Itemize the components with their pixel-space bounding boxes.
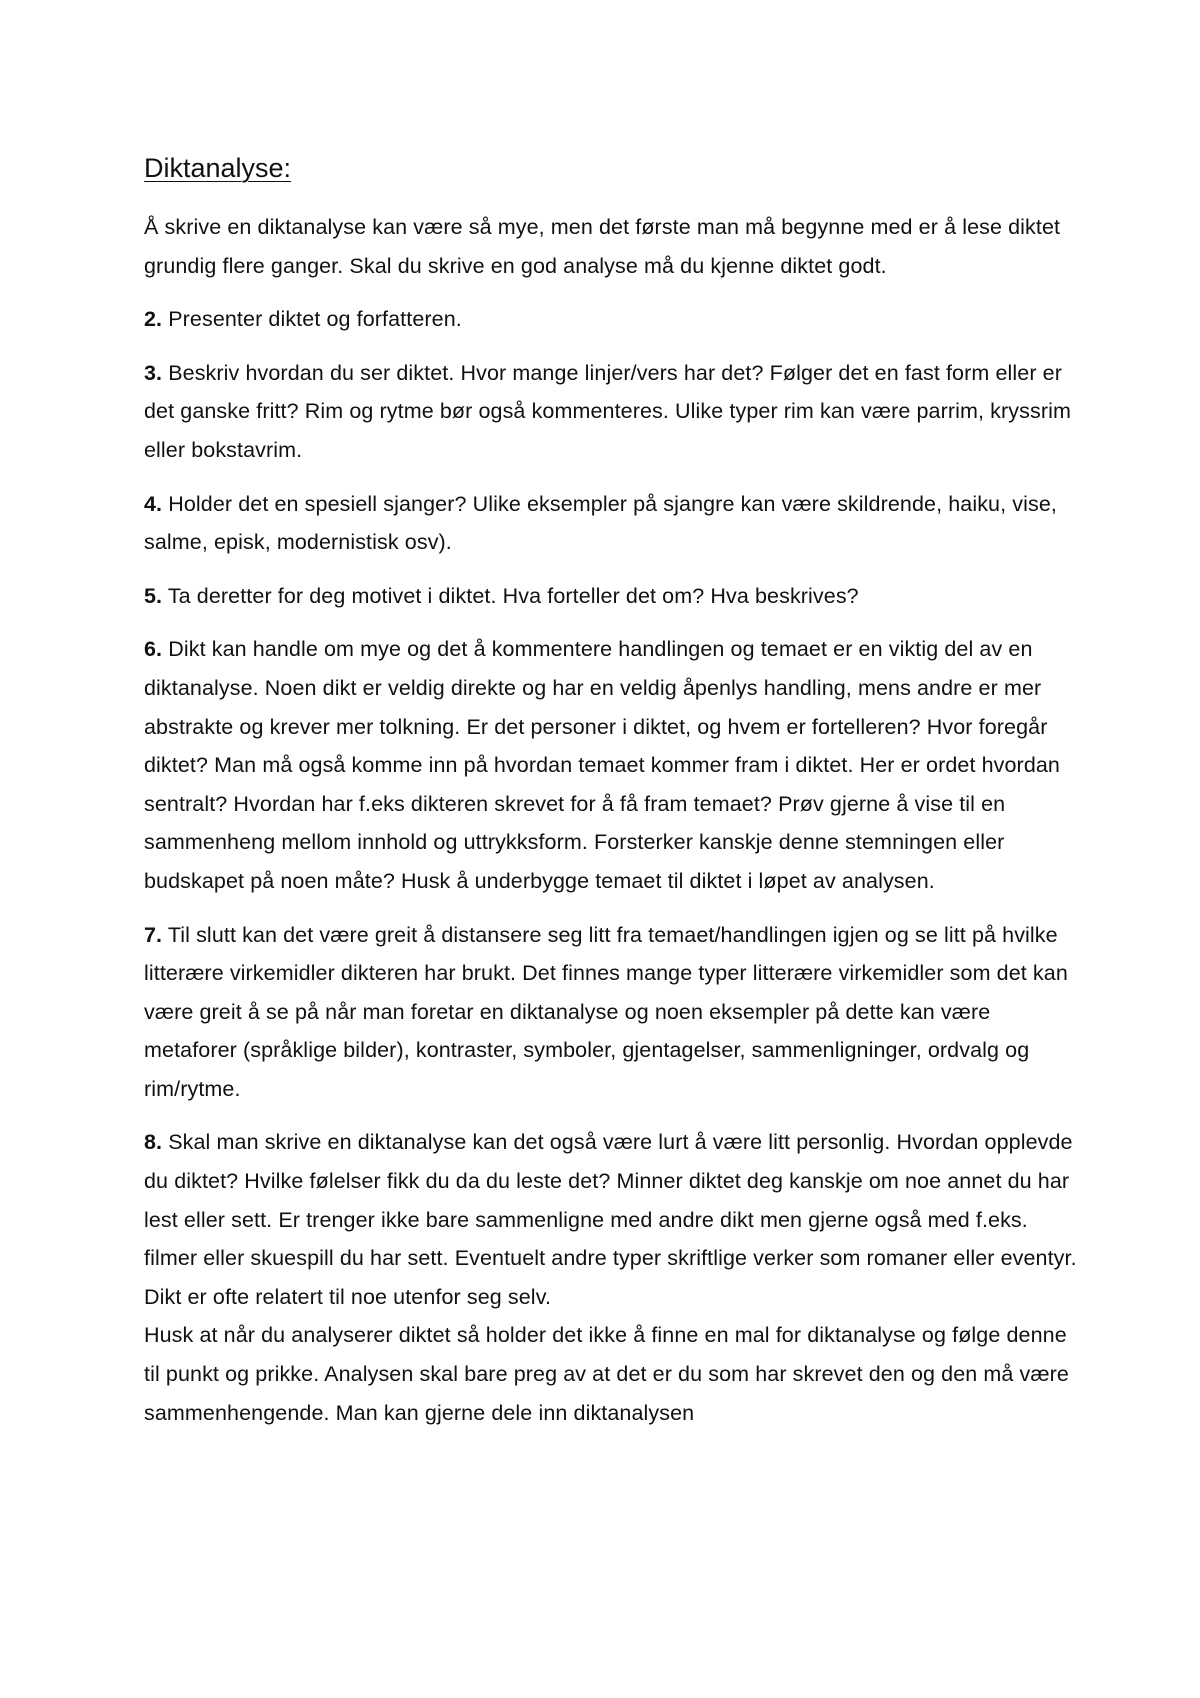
- step-number: 3.: [144, 360, 163, 385]
- step-paragraph-6: [144, 630, 1080, 900]
- step-text: Ta deretter for deg motivet i diktet. Hva forteller det om? Hva beskrives?: [162, 583, 859, 608]
- step-paragraph-4: [144, 485, 1080, 562]
- step-text: Beskriv hvordan du ser diktet. Hvor mange linjer/vers har det? Følger det en fast form eller er det ganske fritt? Rim og rytme bør også kommenteres. Ulike typer rim kan være parrim, kryssrim eller bokstavrim.: [144, 360, 1071, 462]
- step-text: Dikt kan handle om mye og det å kommentere handlingen og temaet er en viktig del av en diktanalyse. Noen dikt er veldig direkte og har en veldig åpenlys handling, mens andre er mer abstrakte og krever mer tolkning. Er det personer i diktet, og hvem er fortelleren? Hvor foregår diktet? Man må også komme inn på hvordan temaet kommer fram i diktet. Her er ordet hvordan sentralt? Hvordan har f.eks dikteren skrevet for å få fram temaet? Prøv gjerne å vise til en sammenheng mellom innhold og uttrykksform. Forsterker kanskje denne stemningen eller budskapet på noen måte? Husk å underbygge temaet til diktet i løpet av analysen.: [144, 637, 1060, 893]
- step-number: 8.: [144, 1130, 163, 1155]
- step-number: 4.: [144, 491, 163, 516]
- step-paragraph-7: [144, 916, 1080, 1109]
- step-text: Til slutt kan det være greit å distansere seg litt fra temaet/handlingen igjen og se litt på hvilke litterære virkemidler dikteren har brukt. Det finnes mange typer litterære virkemidler som det kan være greit å se på når man foretar en diktanalyse og noen eksempler på dette kan være metaforer (språklige bilder), kontraster, symboler, gjentagelser, sammenligninger, ordvalg og rim/rytme.: [144, 922, 1068, 1101]
- step-number: 6.: [144, 637, 163, 662]
- intro-paragraph: Å skrive en diktanalyse kan være så mye, men det første man må begynne med er å lese diktet grundig flere ganger. Skal du skrive en god analyse må du kjenne diktet godt.: [144, 215, 1061, 278]
- document-page: [144, 150, 1080, 1447]
- step-number: 5.: [144, 583, 163, 608]
- step-text: Presenter diktet og forfatteren.: [162, 307, 462, 332]
- step-paragraph-8: [144, 1123, 1080, 1316]
- closing-paragraph: Husk at når du analyserer diktet så holder det ikke å finne en mal for diktanalyse og følge denne til punkt og prikke. Analysen skal bare preg av at det er du som har skrevet den og den må være sammenhengende. Man kan gjerne dele inn diktanalysen: [144, 1323, 1069, 1425]
- step-text: Skal man skrive en diktanalyse kan det også være lurt å være litt personlig. Hvordan opplevde du diktet? Hvilke følelser fikk du da du leste det? Minner diktet deg kanskje om noe annet du har lest eller sett. Er trenger ikke bare sammenligne med andre dikt men gjerne også med f.eks. filmer eller skuespill du har sett. Eventuelt andre typer skriftlige verker som romaner eller eventyr. Dikt er ofte relatert til noe utenfor seg selv.: [144, 1130, 1077, 1309]
- step-text: Holder det en spesiell sjanger? Ulike eksempler på sjangre kan være skildrende, haiku, vise, salme, episk, modernistisk osv).: [144, 491, 1057, 555]
- step-paragraph-2: [144, 300, 1080, 339]
- step-number: 7.: [144, 922, 163, 947]
- document-title: Diktanalyse:: [144, 153, 292, 183]
- step-paragraph-5: [144, 577, 1080, 616]
- step-number: 2.: [144, 307, 163, 332]
- step-paragraph-3: [144, 354, 1080, 470]
